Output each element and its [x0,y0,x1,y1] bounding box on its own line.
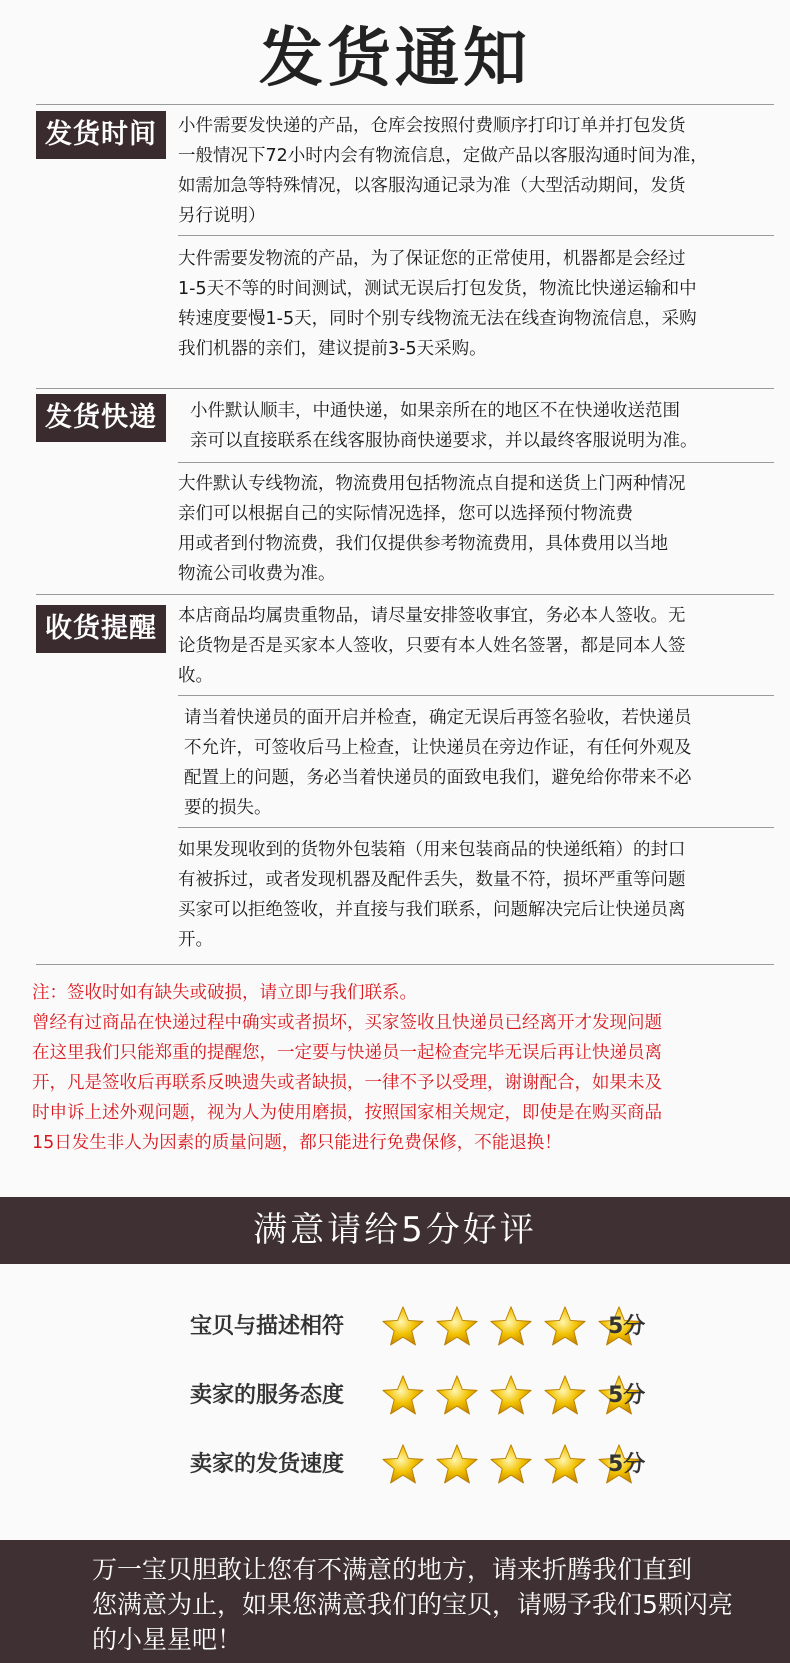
rating-score: 5分 [608,1383,646,1408]
section-paragraph: 大件默认专线物流，物流费用包括物流点自提和送货上门两种情况 亲们可以根据自己的实际情况选择，您可以选择预付物流费 用或者到付物流费，我们仅提供参考物流费用，具体费用以当地 物流公司收费为准。 [178,474,686,584]
rating-label: 卖家的服务态度 [190,1383,345,1408]
divider [36,104,774,105]
star-icon [434,1373,480,1419]
divider [178,827,774,828]
star-icon [542,1442,588,1488]
rating-row [0,1371,790,1421]
section-label-receiving-reminder: 收货提醒 [36,605,166,653]
page-title: 发货通知 [259,22,531,96]
divider [36,964,774,965]
section-paragraph: 请当着快递员的面开启并检查，确定无误后再签名验收，若快递员 不允许，可签收后马上检查，让快递员在旁边作证，有任何外观及 配置上的问题，务必当着快递员的面致电我们，避免给你带来不必 要的损失。 [184,708,692,818]
rating-score: 5分 [608,1314,646,1339]
footer-text: 万一宝贝胆敢让您有不满意的地方，请来折腾我们直到 您满意为止，如果您满意我们的宝贝，请赐予我们5颗闪亮 的小星星吧！ [92,1555,733,1654]
section-paragraph: 小件默认顺丰，中通快递，如果亲所在的地区不在快递收送范围 亲可以直接联系在线客服协商快递要求，并以最终客服说明为准。 [190,401,698,451]
rating-row [0,1302,790,1352]
section-label-courier: 发货快递 [36,394,166,442]
star-icon [434,1304,480,1350]
section-paragraph: 大件需要发物流的产品，为了保证您的正常使用，机器都是会经过 1-5天不等的时间测试，测试无误后打包发货，物流比快递运输和中 转速度要慢1-5天，同时个别专线物流无法在线查询物流信息，采购 我们机器的亲们，建议提前3-5天采购。 [178,249,697,359]
section-paragraph: 本店商品均属贵重物品，请尽量安排签收事宜，务必本人签收。无 论货物是否是买家本人签收，只要有本人姓名签署，都是同本人签 收。 [178,606,686,686]
star-icon [380,1373,426,1419]
divider [36,594,774,595]
star-icon [542,1304,588,1350]
rating-banner: 满意请给5分好评 [0,1197,790,1264]
rating-label: 卖家的发货速度 [190,1452,345,1477]
star-icon [380,1442,426,1488]
divider [178,462,774,463]
divider [36,388,774,389]
footer-band [0,1540,790,1663]
star-icon [488,1373,534,1419]
star-icon [542,1373,588,1419]
star-icon [380,1304,426,1350]
star-icon [488,1442,534,1488]
divider [178,235,774,236]
warning-note: 注：签收时如有缺失或破损，请立即与我们联系。 曾经有过商品在快递过程中确实或者损坏，买家签收且快递员已经离开才发现问题 在这里我们只能郑重的提醒您，一定要与快递员一起检查完毕无误后再让快递员离 开，凡是签收后再联系反映遗失或者缺损，一律不予以受理，谢谢配合，如果未及 时申诉上述外观问题，视为人为使用磨损，按照国家相关规定，即使是在购买商品 15日发生非人为因素的质量问题，都只能进行免费保修，不能退换！ [32,983,662,1153]
section-paragraph: 小件需要发快递的产品，仓库会按照付费顺序打印订单并打包发货 一般情况下72小时内会有物流信息，定做产品以客服沟通时间为准， 如需加急等特殊情况，以客服沟通记录为准（大型活动期间，发货 另行说明） [178,116,708,226]
section-label-shipping-time: 发货时间 [36,111,166,159]
divider [178,695,774,696]
section-paragraph: 如果发现收到的货物外包装箱（用来包装商品的快递纸箱）的封口 有被拆过，或者发现机器及配件丢失，数量不符，损坏严重等问题 买家可以拒绝签收，并直接与我们联系，问题解决完后让快递员离 开。 [178,840,686,950]
rating-row [0,1440,790,1490]
rating-score: 5分 [608,1452,646,1477]
star-icon [488,1304,534,1350]
star-icon [434,1442,480,1488]
rating-label: 宝贝与描述相符 [190,1314,345,1339]
